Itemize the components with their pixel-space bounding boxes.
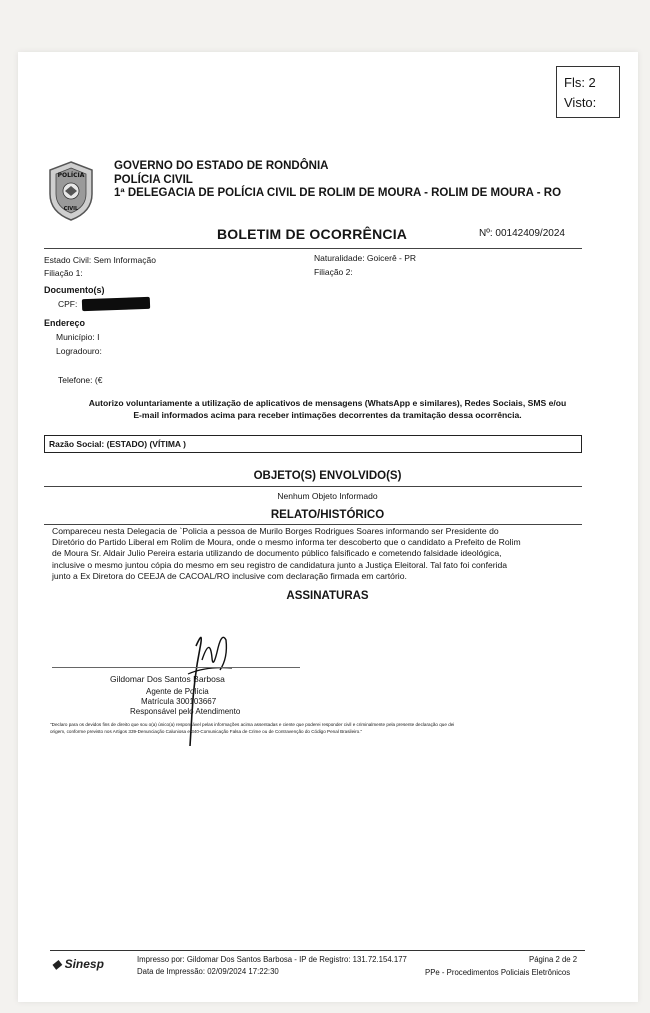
assinaturas-heading: ASSINATURAS	[286, 590, 369, 602]
filiacao-2: Filiação 2:	[314, 267, 353, 277]
consent-statement	[40, 397, 615, 421]
legal-line-1: "Declaro para os devidos fins de direito que sou o(a) único(a) responsável pelas informações acima assentadas e ciente que poderei responder civil e criminalmente pela presente declaração que dei	[50, 722, 455, 727]
naturalidade: Naturalidade: Goicerê - PR	[314, 253, 417, 263]
relato-text	[52, 526, 587, 582]
badge-bottom-text: CIVIL	[63, 206, 79, 212]
police-badge-icon	[46, 160, 96, 222]
signer-role: Agente de Polícia	[146, 687, 209, 696]
relato-divider	[44, 524, 582, 525]
sinesp-logo-text: Sinesp	[64, 957, 104, 971]
visto-label: Visto:	[564, 95, 597, 110]
signer-matricula: Matrícula 300103667	[141, 697, 217, 706]
signer-responsibility: Responsável pelo Atendimento	[130, 707, 241, 716]
signature-line	[52, 667, 300, 668]
estado-civil: Estado Civil: Sem Informação	[44, 255, 156, 265]
razao-social-box: Razão Social: (ESTADO) (VÍTIMA )	[44, 435, 582, 453]
sinesp-logo	[52, 957, 104, 971]
page-indicator: Página 2 de 2	[529, 955, 578, 964]
endereco-heading: Endereço	[44, 318, 86, 328]
logradouro: Logradouro:	[56, 346, 102, 356]
objetos-text: Nenhum Objeto Informado	[277, 491, 378, 501]
document-title: BOLETIM DE OCORRÊNCIA	[217, 226, 408, 242]
relato-heading: RELATO/HISTÓRICO	[270, 509, 385, 521]
footer-divider	[50, 950, 585, 951]
header-police: POLÍCIA CIVIL	[114, 174, 193, 186]
header-government: GOVERNO DO ESTADO DE RONDÔNIA	[114, 160, 329, 172]
document-number: Nº: 00142409/2024	[479, 228, 565, 239]
cpf-label: CPF:	[58, 299, 78, 309]
redaction-bar	[82, 297, 150, 311]
sinesp-mark-icon: ◆	[52, 957, 62, 971]
documentos-heading: Documento(s)	[44, 285, 105, 295]
signer-name: Gildomar Dos Santos Barbosa	[110, 674, 225, 684]
telefone: Telefone: (€	[58, 375, 103, 385]
print-date: Data de Impressão: 02/09/2024 17:22:30	[137, 967, 279, 976]
printed-by: Impresso por: Gildomar Dos Santos Barbosa - IP de Registro: 131.72.154.177	[137, 955, 407, 964]
legal-declaration	[50, 721, 595, 735]
municipio: Município: I	[56, 332, 100, 342]
legal-line-2: origem, conforme previsto nos Artigos 339-Denunciação Caluniosa e 340-Comunicação Falsa de Crime ou de Contravenção do Código Penal Brasileiro."	[50, 729, 363, 734]
relato-line: junto a Ex Diretora do CEEJA de CACOAL/RO inclusive com declaração firmada em cartório.	[52, 570, 407, 581]
relato-line: Compareceu nesta Delegacia de `Policia a pessoa de Murilo Borges Rodrigues Soares informando ser Presidente do	[52, 526, 499, 536]
relato-line: inclusive o mesmo juntou cópia do mesmo em seu registro de candidatura junto a Justiça Eleitoral. Tal fato foi conferida	[52, 559, 508, 570]
relato-line: de Moura Sr. Aldair Julio Pereira estaria utilizando de documento público falsificado e cometendo falsidade ideológica,	[52, 548, 502, 559]
relato-line: Diretório do Partido Liberal em Rolim de Moura, onde o mesmo informa ter descoberto que o candidato a Prefeito de Rolim	[52, 537, 521, 548]
page-stamp-box	[556, 66, 620, 118]
header-delegacia: 1ª DELEGACIA DE POLÍCIA CIVIL DE ROLIM DE MOURA - ROLIM DE MOURA - RO	[114, 187, 562, 199]
consent-line-2: E-mail informados acima para receber intimações decorrentes da tramitação dessa ocorrência.	[133, 410, 522, 420]
consent-line-1: Autorizo voluntariamente a utilização de aplicativos de mensagens (WhatsApp e similares), Redes Sociais, SMS e/ou	[88, 398, 567, 408]
system-name: PPe - Procedimentos Policiais Eletrônicos	[425, 968, 571, 977]
objetos-divider	[44, 486, 582, 487]
badge-top-text: POLÍCIA	[57, 172, 85, 179]
fls-label: Fls: 2	[564, 75, 596, 90]
title-divider	[44, 248, 582, 249]
filiacao-1: Filiação 1:	[44, 268, 83, 278]
objetos-heading: OBJETO(S) ENVOLVIDO(S)	[253, 470, 402, 482]
